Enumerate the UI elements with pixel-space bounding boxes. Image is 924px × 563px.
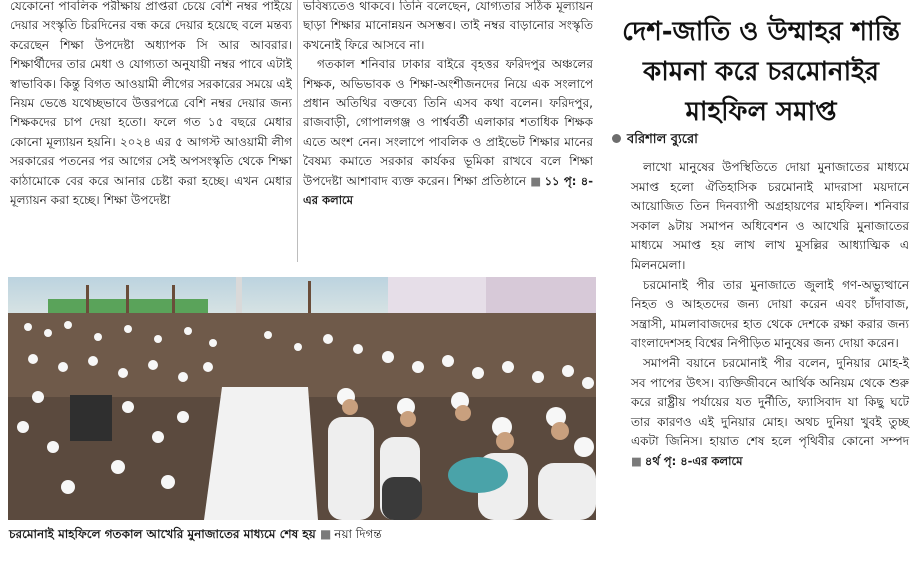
column-divider [297,0,298,262]
continuation-jump [631,454,742,468]
headline-line: কামনা করে চরমোনাইর [643,57,879,87]
square-marker-icon: ■ [319,527,332,541]
photo-credit-text: নয়া দিগন্ত [334,527,382,541]
square-marker-icon: ■ [530,173,542,188]
continuation-jump-text: ১১ পৃ: ৪-এর কলামে [303,173,593,208]
article-paragraph-text: সমাপনী বয়ানে চরমোনাই পীর বলেন, দুনিয়ার মোহ-ই সব পাপের উৎস। ব্যক্তিজীবনে আর্থিক অনিয়ম থেকে শুরু করে রাষ্ট্রীয় পর্যায়ের যত দুর্নীতি, ফ্যাসিবাদ যা কিছু ঘটে তার কারণও এই দুনিয়ার মোহ। অথচ দুনিয়া খুবই তুচ্ছ একটা জিনিস। হায়াত শেষ হলে পৃথিবীর কোনো সম্পদ [631,355,909,449]
article-headline [606,12,916,132]
byline-text: বরিশাল ব্যুরো [627,132,698,147]
right-article-body [631,158,909,558]
mahfil-crowd-photo [8,277,596,520]
square-marker-icon: ■ [631,453,642,468]
photo-caption [9,526,597,546]
continuation-jump-text: ৪র্থ পৃ: ৪-এর কলামে [644,453,743,468]
article-paragraph-text: গতকাল শনিবার ঢাকার বাইরে বৃহত্তর ফরিদপুর অঞ্চলের শিক্ষক, অভিভাবক ও শিক্ষা-অংশীজনদের নিয়ে এক সংলাপে প্রধান অতিথির বক্তব্যে তিনি এসব কথা বলেন। ফরিদপুর, রাজবাড়ী, গোপালগঞ্জ ও পার্শ্ববর্তী এলাকার শতাধিক শিক্ষক এতে অংশ নেন। সংলাপে পাবলিক ও প্রাইভেট শিক্ষার মানের বৈষম্য কমাতে সরকার কার্যকর ভূমিকা রাখবে বলে শিক্ষা উপদেষ্টা আশাবাদ ব্যক্ত করেন। শিক্ষা প্রতিষ্ঠানে [303,57,593,188]
article-paragraph: ভবিষ্যতেও থাকবে। তিনি বলেছেন, যোগ্যতার সঠিক মূল্যায়ন ছাড়া শিক্ষার মানোন্নয়ন অসম্ভব। তাই নম্বর বাড়ানোর সংস্কৃতি কখনোই ফিরে আসবে না। [303,0,593,52]
byline [612,130,698,151]
article-paragraph: লাখো মানুষের উপস্থিতিতে দোয়া মুনাজাতের মাধ্যমে সমাপ্ত হলো ঐতিহাসিক চরমোনাই মাদরাসা ময়দানে আয়োজিত তিন দিনব্যাপী অগ্রহায়ণের মাহফিল। শনিবার সকাল ৯টায় সমাপন অধিবেশন ও আখেরি মুনাজাতের মাধ্যমে সমাপ্ত হয় লাখ লাখ মুসল্লির আধ্যাত্মিক এ মিলনমেলা। [631,160,909,272]
photo-credit [320,527,382,541]
article-paragraph [631,354,909,472]
article-paragraph: যেকোনো পাবলিক পরীক্ষায় প্রাপ্তরা চেয়ে বেশি নম্বর পাইয়ে দেয়ার সংস্কৃতি চিরদিনের বন্ধ করে দেয়ার হয়েছে বলে মন্তব্য করেছেন শিক্ষা উপদেষ্টা অধ্যাপক সি আর আবরার। শিক্ষার্থীদের তার মেধা ও যোগ্যতা অনুযায়ী নম্বর পাবে এটাই স্বাভাবিক। কিন্তু বিগত আওয়ামী লীগের সরকারের সময়ে এই নিয়ম ভেঙে যথেচ্ছভাবে উত্তরপত্রে বেশি নম্বর দেয়ার জন্য শিক্ষকদের চাপ দেয়া হতো। ফলে গত ১৫ বছরে মেধার কোনো মূল্যায়ন হয়নি। ২০২৪ এর ৫ আগস্ট আওয়ামী লীগ সরকারের পতনের পর আগের সেই অপসংস্কৃতি থেকে শিক্ষা কাঠামোকে বের করে আনার চেষ্টা করা হচ্ছে। এখন মেধার মূল্যায়ন করা হচ্ছে। শিক্ষা উপদেষ্টা [10,0,292,208]
photo-illustration [8,277,596,520]
photo-caption-text: চরমোনাই মাহফিলে গতকাল আখেরি মুনাজাতের মাধ্যমে শেষ হয় [9,527,316,541]
bullet-dot-icon [612,134,621,143]
headline-line: দেশ-জাতি ও উম্মাহর শান্তি [622,17,900,47]
article-paragraph: চরমোনাই পীর তার মুনাজাতে জুলাই গণ-অভ্যুত্থানে নিহত ও আহতদের জন্য দোয়া করেন এবং চাঁদাবাজ, সন্ত্রাসী, মামলাবাজদের হাত থেকে দেশকে রক্ষা করার জন্য বাংলাদেশসহ বিশ্বের নিপীড়িত মানুষের জন্য দোয়া করেন। [631,277,909,351]
headline-line: মাহফিল সমাপ্ত [685,97,837,127]
left-article-column-1 [10,0,292,265]
article-paragraph [303,55,593,210]
left-article-column-2 [303,0,593,265]
